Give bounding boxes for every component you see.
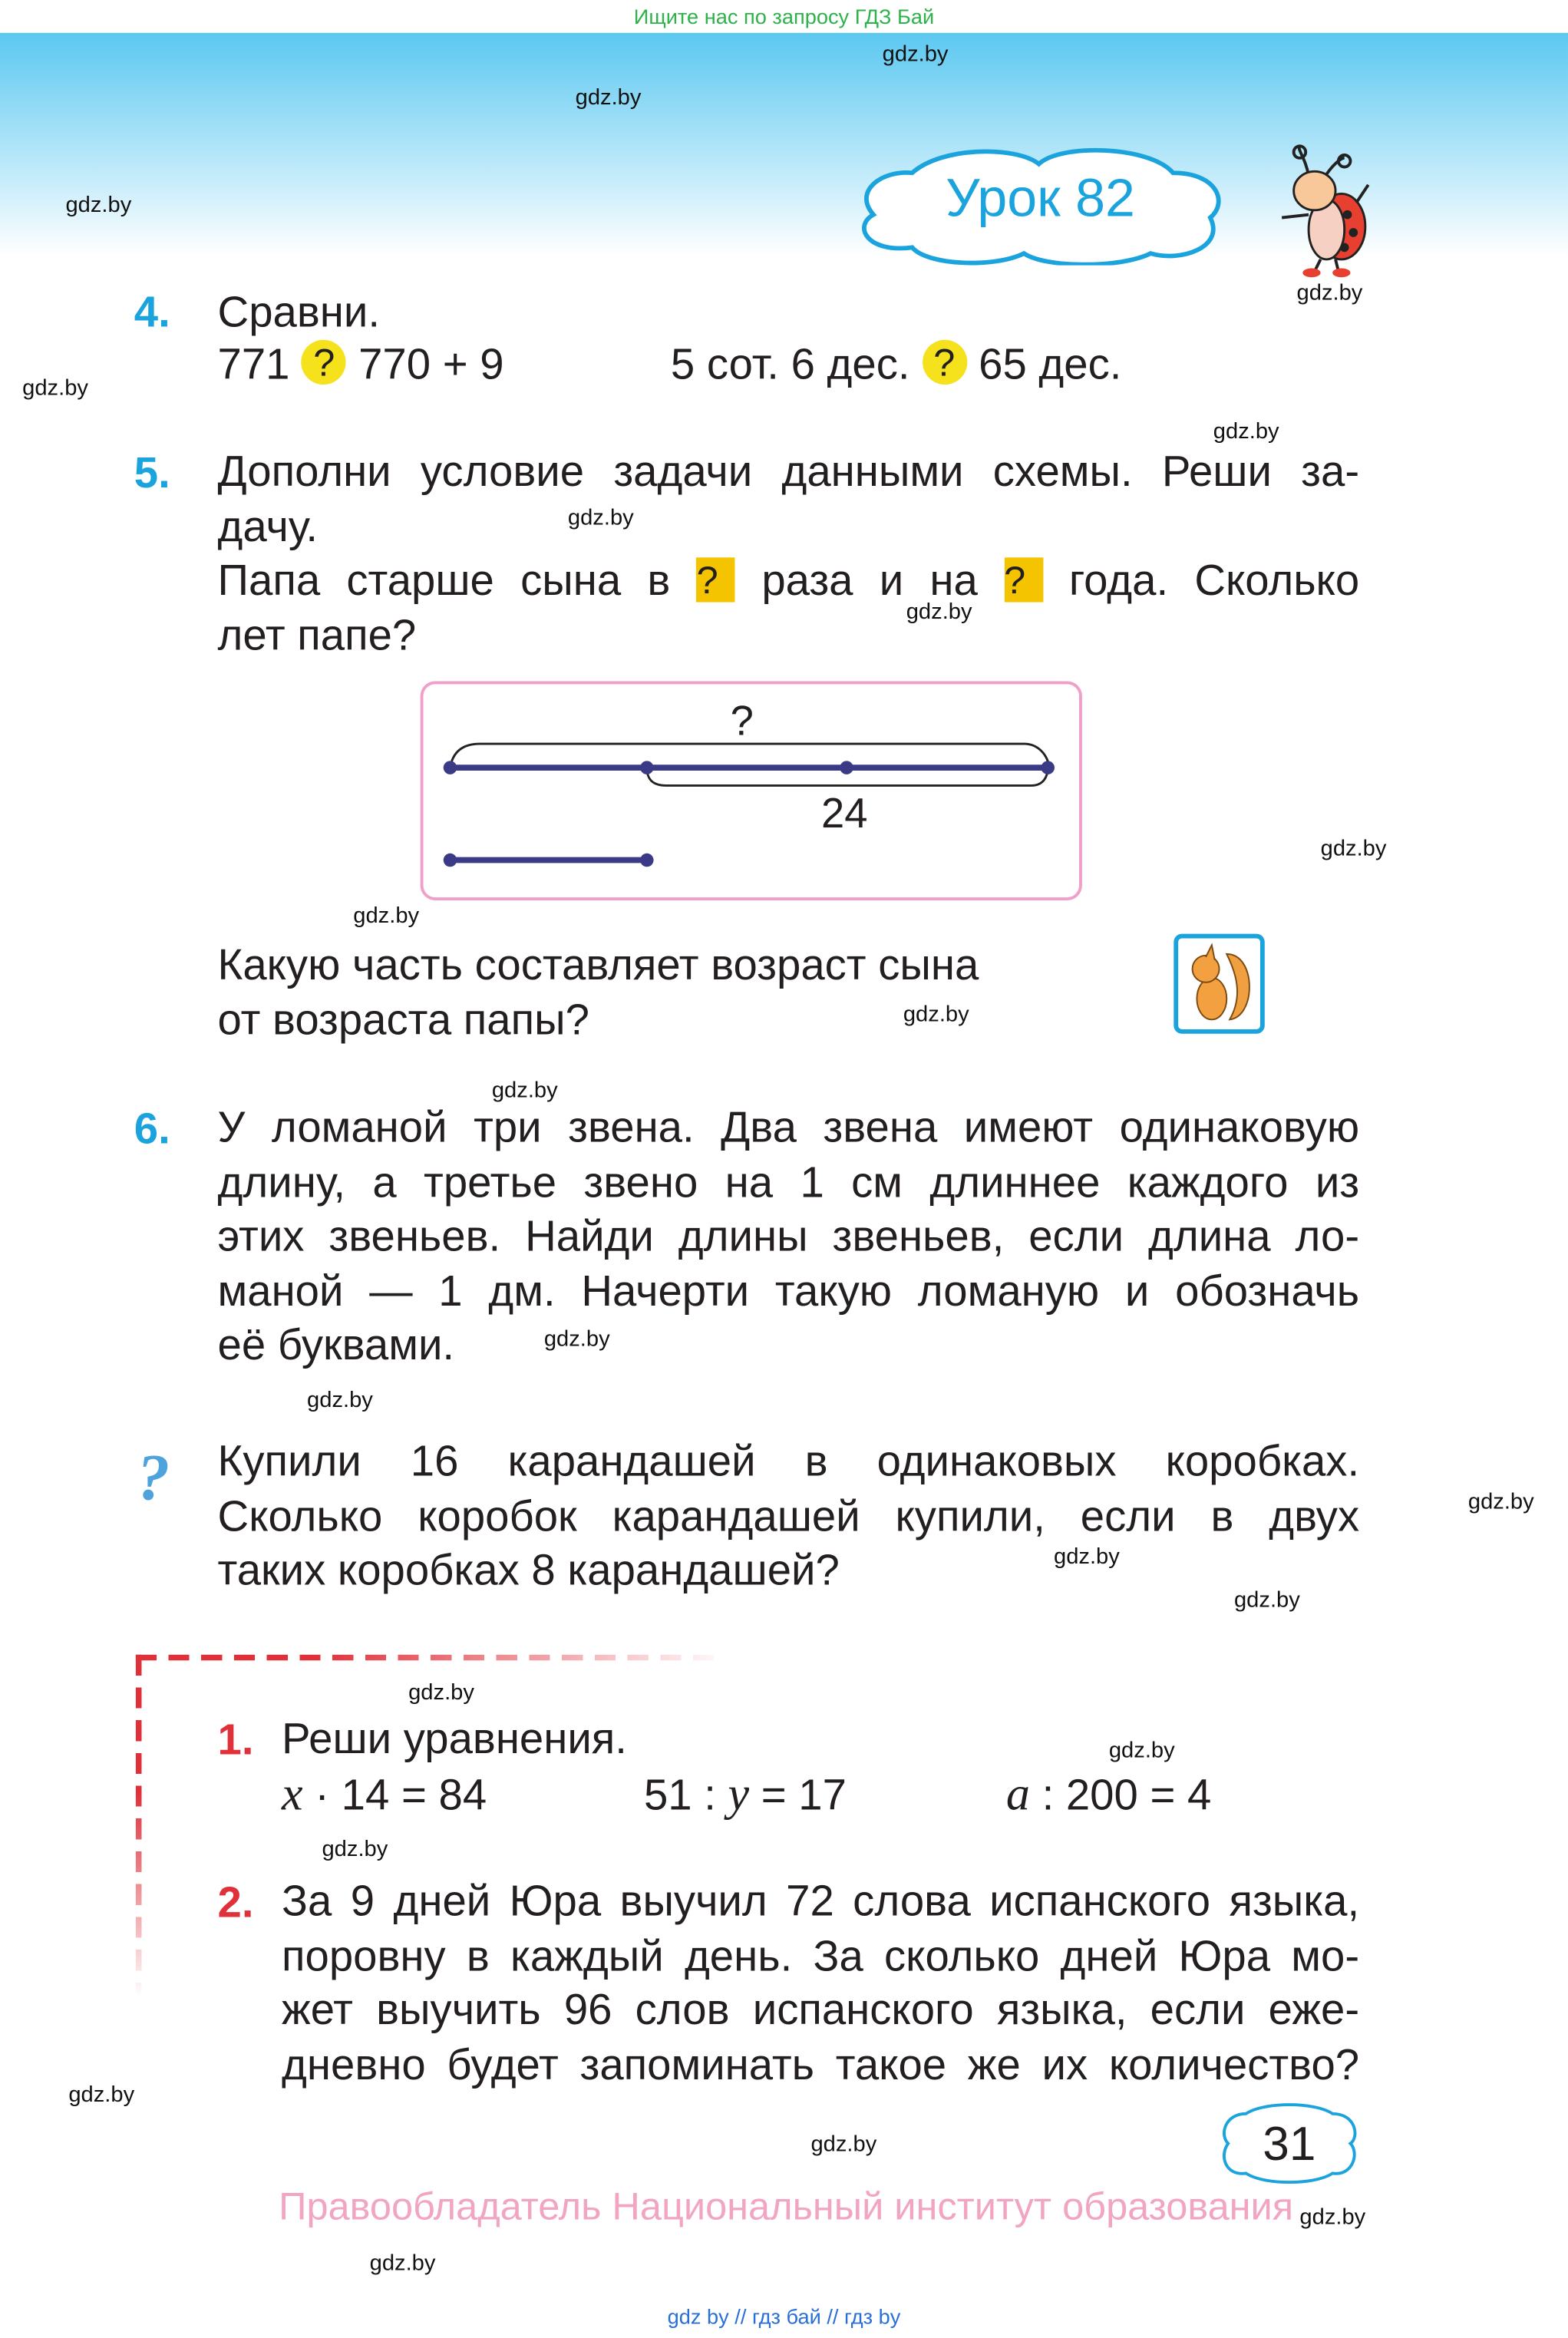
expr-right: 65 дес. <box>979 341 1122 389</box>
task-number: 6. <box>134 1105 170 1154</box>
homework-frame-top <box>136 1655 732 1661</box>
watermark: gdz.by <box>491 1078 558 1104</box>
task5-text <box>218 446 1360 664</box>
watermark: gdz.by <box>810 2132 877 2158</box>
text-line: от возраста папы? <box>217 996 589 1045</box>
equation-3: a : 200 = 4 <box>1005 1766 1212 1821</box>
task-number: 1. <box>217 1717 254 1765</box>
text-line: её буквами. <box>217 1322 455 1370</box>
watermark: gdz.by <box>1299 2204 1366 2231</box>
compare-expr-1 <box>218 338 504 393</box>
watermark: gdz.by <box>906 599 972 625</box>
question-mark-icon <box>131 1443 185 1514</box>
watermark: gdz.by <box>353 903 420 929</box>
watermark: gdz.by <box>1296 280 1363 306</box>
placeholder-box: ? <box>697 557 735 602</box>
watermark: gdz.by <box>567 505 634 531</box>
watermark: gdz.by <box>575 84 642 111</box>
watermark: gdz.by <box>903 1002 969 1028</box>
text-line: поровну в каждый день. За сколько дней Юра мо- <box>282 1932 1360 1980</box>
bottom-links <box>0 2304 1568 2328</box>
placeholder-box: ? <box>1004 557 1042 602</box>
text-line: длину, а третье звено на 1 см длиннее каждого из <box>217 1158 1360 1207</box>
top-banner[interactable]: Ищите нас по запросу ГДЗ Бай <box>0 0 1568 33</box>
expr-right: 770 + 9 <box>358 341 504 389</box>
svg-text:?: ? <box>137 1442 170 1514</box>
expr-left: 5 сот. 6 дес. <box>670 341 910 389</box>
text-line: таких коробках 8 карандашей? <box>217 1547 840 1595</box>
watermark: gdz.by <box>322 1836 388 1862</box>
compare-placeholder: ? <box>922 340 966 385</box>
task6-text <box>218 1101 1360 1373</box>
ladybug-icon <box>1270 143 1378 280</box>
watermark: gdz.by <box>1213 418 1279 444</box>
watermark: gdz.by <box>1467 1489 1534 1515</box>
text-line: Купили 16 карандашей в одинаковых коробках. <box>217 1438 1360 1487</box>
lesson-title: Урок 82 <box>946 167 1135 229</box>
watermark: gdz.by <box>1053 1544 1120 1570</box>
watermark: gdz.by <box>369 2250 436 2277</box>
task-title: Реши уравнения. <box>282 1716 627 1764</box>
text-line: дачу. <box>217 503 319 551</box>
squirrel-icon <box>1173 933 1265 1035</box>
separator: // <box>734 2304 747 2329</box>
watermark: gdz.by <box>68 2082 135 2108</box>
watermark: gdz.by <box>22 375 88 401</box>
text-line: жет выучить 96 слов испанского языка, если еже- <box>282 1986 1360 2035</box>
puzzle-text <box>218 1435 1360 1599</box>
watermark: gdz.by <box>1233 1587 1300 1613</box>
text-line: этих звеньев. Найди длины звеньев, если длина ло- <box>217 1213 1360 1261</box>
homework-frame-left <box>136 1655 142 1998</box>
text-line: У ломаной три звена. Два звена имеют одинаковую <box>217 1105 1360 1153</box>
home2-text <box>282 1875 1359 2093</box>
copyright-footer: Правообладатель Национальный институт образования <box>279 2184 1294 2229</box>
equation-2: 51 : y = 17 <box>643 1766 847 1821</box>
link-gdz-by[interactable]: gdz by <box>667 2304 729 2329</box>
separator: // <box>827 2304 839 2329</box>
text-line: За 9 дней Юра выучил 72 слова испанского языка, <box>282 1877 1360 1927</box>
page-number: 31 <box>1263 2116 1316 2171</box>
compare-placeholder: ? <box>302 340 346 385</box>
text-line: Какую часть составляет возраст сына <box>217 942 979 990</box>
watermark: gdz.by <box>882 41 949 68</box>
watermark: gdz.by <box>408 1679 474 1706</box>
text-line: дневно будет запоминать такое же их количество? <box>282 2041 1360 2089</box>
link-gdz-by-ru[interactable]: гдз by <box>844 2304 901 2329</box>
task-title: Сравни. <box>217 289 380 337</box>
diagram-total-label: ? <box>730 697 754 745</box>
text-line: маной — 1 дм. Начерти такую ломаную и обозначь <box>217 1267 1360 1316</box>
task-number: 5. <box>134 450 170 498</box>
compare-expr-2 <box>671 338 1122 393</box>
watermark: gdz.by <box>1320 836 1387 862</box>
watermark: gdz.by <box>65 192 132 218</box>
diagram-part-label: 24 <box>821 790 868 837</box>
watermark: gdz.by <box>1108 1738 1175 1764</box>
task5-question <box>218 939 979 1048</box>
task-number: 2. <box>217 1879 254 1928</box>
watermark: gdz.by <box>543 1326 610 1352</box>
text-line: Дополни условие задачи данными схемы. Реши за- <box>217 448 1360 497</box>
text-line: лет папе? <box>217 612 417 660</box>
text-line: Сколько коробок карандашей купили, если в двух <box>217 1492 1360 1541</box>
task-number: 4. <box>134 289 170 337</box>
link-gdz-bai[interactable]: гдз бай <box>751 2304 821 2329</box>
text-line: Папа старше сына в ? раза и на ? года. Сколько <box>217 557 1360 606</box>
equation-1: x · 14 = 84 <box>282 1766 487 1821</box>
watermark: gdz.by <box>307 1388 373 1414</box>
expr-left: 771 <box>217 341 290 389</box>
